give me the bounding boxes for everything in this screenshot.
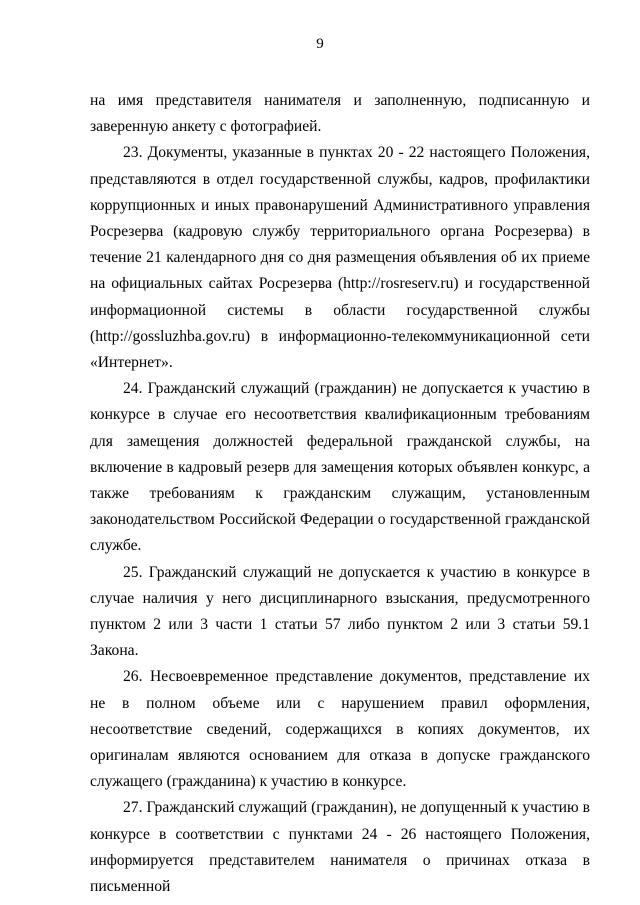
paragraph-26: 26. Несвоевременное представление документов, представление их не в полном объеме или с нарушением правил оформления, несоответствие сведений, содержащихся в копиях документов, их оригиналам являются основанием для отказа в допуске гражданского служащего (гражданина) к участию в конкурсе. [90, 668, 590, 791]
page-number: 9 [316, 36, 324, 52]
paragraph-23: 23. Документы, указанные в пунктах 20 - 22 настоящего Положения, представляются в отдел государственной службы, кадров, профилактики коррупционных и иных правонарушений Административного управления Росрезерва (кадровую службу территориального органа Росрезерва) в течение 21 календарного дня со дня размещения объявления об их приеме на официальных сайтах Росрезерва (http://rosreserv.ru) и государственной информационной системы в области государственной службы (http://gossluzhba.gov.ru) в информационно-телекоммуникационной сети «Интернет». [90, 144, 590, 372]
document-body [90, 88, 590, 900]
paragraph-24: 24. Гражданский служащий (гражданин) не допускается к участию в конкурсе в случае его несоответствия квалификационным требованиям для замещения должностей федеральной гражданской службы, на включение в кадровый резерв для замещения которых объявлен конкурс, а также требованиям к гражданским служащим, установленным законодательством Российской Федерации о государственной гражданской службе. [90, 380, 590, 555]
paragraph-27: 27. Гражданский служащий (гражданин), не допущенный к участию в конкурсе в соответствии с пунктами 24 - 26 настоящего Положения, информируется представителем нанимателя о причинах отказа в письменной [90, 799, 590, 896]
paragraph-25: 25. Гражданский служащий не допускается к участию в конкурсе в случае наличия у него дисциплинарного взыскания, предусмотренного пунктом 2 или 3 части 1 статьи 57 либо пунктом 2 или 3 статьи 59.1 Закона. [90, 563, 590, 660]
paragraph-continuation: на имя представителя нанимателя и заполненную, подписанную и заверенную анкету с фотографией. [90, 92, 590, 136]
